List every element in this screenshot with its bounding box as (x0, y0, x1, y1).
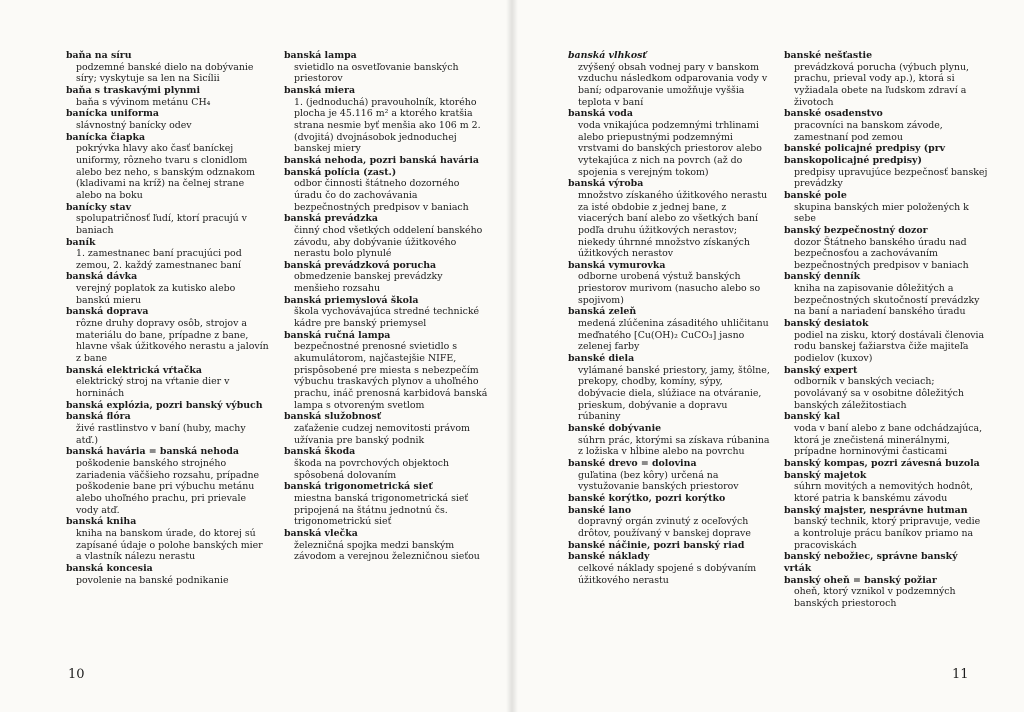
dictionary-entry (568, 540, 772, 552)
entry-term: banský bezpečnostný dozor (784, 224, 928, 236)
entry-term: banská nehoda, pozri banská havária (284, 154, 480, 166)
entry-term: baňa s traskavými plynmi (66, 84, 201, 96)
dictionary-entry (784, 318, 988, 365)
entry-term: banské náklady (568, 551, 650, 563)
dictionary-entry (284, 50, 488, 85)
entry-term: banská explózia, pozri banský výbuch (66, 399, 263, 411)
entry-definition: podiel na zisku, ktorý dostávali členovia rodu banskej ťažiarstva čiže majiteľa podielov (kuxov) (794, 329, 985, 365)
entry-term: banská prevádzková porucha (284, 259, 437, 271)
entry-term: banský denník (784, 271, 861, 283)
entry-definition: súhrn prác, ktorými sa získava rúbanina z ložiska v hĺbine alebo na povrchu (578, 434, 770, 458)
entry-definition: odborne urobená výstuž banských priestorov murivom (nasucho alebo so spojivom) (578, 271, 761, 306)
dictionary-entry (568, 458, 772, 493)
entry-term: banská vlečka (284, 527, 358, 539)
entry-term: banský kompas, pozri závesná buzola (784, 457, 980, 469)
entry-definition: prevádzková porucha (výbuch plynu, prachu, prieval vody ap.), ktorá si vyžiadala obete na ľudskom zdraví a životoch (794, 61, 969, 108)
entry-term: banská ručná lampa (284, 329, 391, 341)
dictionary-entry (66, 202, 270, 237)
dictionary-entry (784, 271, 988, 318)
entry-definition: železničná spojka medzi banským závodom a verejnou železničnou sieťou (294, 539, 480, 563)
entry-definition: miestna banská trigonometrická sieť pripojená na štátnu jednotnú čs. trigonometrickú sieť (294, 492, 469, 528)
entry-definition: banský technik, ktorý pripravuje, vedie a kontroluje prácu baníkov priamo na pracoviskách (794, 516, 981, 551)
entry-term: banské nešťastie (784, 50, 873, 61)
dictionary-entry (66, 411, 270, 446)
entry-term: banícka čiapka (66, 131, 146, 143)
left-column-1 (66, 50, 270, 586)
dictionary-entry (784, 470, 988, 505)
entry-definition: dopravný orgán zvinutý z oceľových drôtov, používaný v banskej doprave (578, 516, 751, 539)
dictionary-entry (784, 551, 988, 574)
entry-term: banská služobnosť (284, 411, 382, 423)
dictionary-entry (66, 132, 270, 202)
entry-term: banská doprava (66, 306, 149, 318)
dictionary-entry (784, 225, 988, 272)
entry-term: banská vymurovka (568, 259, 666, 271)
dictionary-entry (66, 563, 270, 586)
entry-definition: vylámané banské priestory, jamy, štôlne, prekopy, chodby, komíny, sýpy, dobývacie diela, slúžiace na otváranie, prieskum, dobývanie a dopravu rúbaniny (578, 364, 770, 423)
dictionary-entry (568, 50, 772, 108)
entry-term: banská dávka (66, 271, 138, 283)
dictionary-entry (568, 260, 772, 307)
entry-term: banský majetok (784, 469, 867, 481)
entry-term: baník (66, 236, 96, 248)
entry-term: banské pole (784, 189, 847, 201)
entry-definition: 1. (jednoduchá) pravouholník, ktorého plocha je 45.116 m² a ktorého kratšia strana nesmie byť menšia ako 106 m 2. (dvojitá) dvojnásobok jednoduchej banskej miery (294, 96, 481, 155)
entry-term: banská miera (284, 84, 356, 96)
entry-definition: rôzne druhy dopravy osôb, strojov a materiálu do bane, prípadne z bane, hlavne však úžitkového nerastu a jalovín z bane (76, 318, 269, 365)
dictionary-entry (284, 213, 488, 260)
dictionary-entry (568, 353, 772, 423)
dictionary-entry (568, 306, 772, 353)
dictionary-entry (568, 423, 772, 458)
entry-definition: obmedzenie banskej prevádzky menšieho rozsahu (294, 271, 443, 295)
entry-term: banský expert (784, 364, 858, 376)
entry-term: banícka uniforma (66, 108, 159, 120)
entry-term: banská havária = banská nehoda (66, 446, 239, 458)
dictionary-entry (284, 85, 488, 155)
entry-definition: celkové náklady spojené s dobývaním úžitkového nerastu (578, 562, 757, 586)
entry-term: banské policajné predpisy (prv banskopolicajné predpisy) (784, 143, 946, 166)
dictionary-entry (784, 505, 988, 552)
entry-term: banská kniha (66, 516, 137, 528)
entry-term: banská vlhkosť (568, 50, 647, 61)
entry-term: banská koncesia (66, 562, 153, 574)
entry-definition: kniha na banskom úrade, do ktorej sú zapísané údaje o polohe banských mier a vlastník nálezu nerastu (76, 527, 263, 563)
dictionary-entry (284, 295, 488, 330)
dictionary-entry (66, 85, 270, 108)
entry-term: banské dobývanie (568, 423, 662, 434)
entry-term: banská voda (568, 108, 633, 120)
entry-term: banské drevo = dolovina (568, 457, 697, 469)
entry-term: banský majster, nesprávne hutman (784, 504, 968, 516)
entry-definition: bezpečnostné prenosné svietidlo s akumulátorom, najčastejšie NIFE, prispôsobené pre miesta s nebezpečím výbuchu traskavých plynov a uhoľného prachu, ináč prenosná karbidová banská lampa s otvoreným svetlom (294, 341, 488, 411)
dictionary-entry (284, 528, 488, 563)
page-number-left: 10 (68, 667, 85, 682)
entry-term: banícky stav (66, 201, 132, 213)
entry-term: banská priemyslová škola (284, 294, 419, 306)
left-column-2 (284, 50, 488, 563)
right-page (512, 0, 1024, 712)
entry-term: banská škoda (284, 446, 356, 458)
entry-definition: živé rastlinstvo v baní (huby, machy atď.) (76, 423, 246, 446)
entry-term: baňa na síru (66, 50, 132, 61)
dictionary-entry (568, 108, 772, 178)
entry-definition: oheň, ktorý vznikol v podzemných banských priestoroch (794, 586, 956, 609)
entry-definition: verejný poplatok za kutisko alebo banskú mieru (76, 283, 236, 306)
dictionary-entry (284, 481, 488, 528)
dictionary-entry (784, 411, 988, 458)
entry-definition: voda v baní alebo z bane odchádzajúca, ktorá je znečistená minerálnymi, prípadne horninovými časticami (794, 423, 983, 458)
dictionary-entry (784, 190, 988, 225)
entry-definition: svietidlo na osvetľovanie banských priestorov (294, 61, 459, 85)
dictionary-entry (284, 260, 488, 295)
entry-definition: predpisy upravujúce bezpečnosť banskej prevádzky (794, 166, 988, 190)
right-column-1 (568, 50, 772, 586)
entry-definition: slávnostný banícky odev (76, 119, 192, 131)
entry-definition: zaťaženie cudzej nemovitosti právom užívania pre banský podnik (294, 423, 470, 446)
entry-term: banské diela (568, 353, 635, 365)
entry-definition: pokrývka hlavy ako časť baníckej uniformy, rôzneho tvaru s clonidlom alebo bez neho, s banským odznakom (kladivami na kríž) na čelnej strane alebo na boku (76, 143, 255, 201)
dictionary-entry (66, 108, 270, 131)
dictionary-entry (284, 330, 488, 412)
dictionary-entry (784, 365, 988, 412)
dictionary-entry (568, 178, 772, 260)
entry-term: banská zeleň (568, 306, 637, 318)
entry-term: banská polícia (zast.) (284, 166, 397, 178)
entry-definition: poškodenie banského strojného zariadenia väčšieho rozsahu, prípadne poškodenie bane pri výbuchu metánu alebo uhoľného prachu, pri prievale vody atď. (76, 457, 260, 516)
entry-definition: odbor činnosti štátneho dozorného úradu čo do zachovávania bezpečnostných predpisov v baniach (294, 178, 469, 213)
entry-term: banská trigonometrická sieť (284, 481, 433, 493)
entry-definition: spolupatričnosť ľudí, ktorí pracujú v baniach (76, 213, 247, 236)
page-number-right: 11 (952, 667, 969, 682)
dictionary-entry (66, 237, 270, 272)
entry-term: banský desiatok (784, 318, 869, 330)
dictionary-entry (784, 575, 988, 610)
entry-definition: povolenie na banské podnikanie (76, 574, 229, 586)
dictionary-entry (568, 551, 772, 586)
entry-definition: súhrn movitých a nemovitých hodnôt, ktoré patria k banskému závodu (794, 481, 973, 504)
entry-term: banská lampa (284, 50, 357, 61)
entry-definition: kniha na zapisovanie dôležitých a bezpečnostných skutočností prevádzky na baní a nariadení banského úradu (794, 283, 980, 318)
entry-definition: baňa s vývinom metánu CH₄ (76, 96, 211, 108)
dictionary-entry (66, 50, 270, 85)
entry-definition: zvýšený obsah vodnej pary v banskom vzduchu následkom odparovania vody v baní; odparovanie umožňuje vyššia teplota v baní (578, 61, 768, 108)
dictionary-entry (284, 446, 488, 481)
entry-term: banské korýtko, pozri korýtko (568, 492, 726, 504)
dictionary-entry (284, 155, 488, 167)
dictionary-entry (784, 50, 988, 108)
dictionary-entry (568, 493, 772, 505)
entry-definition: odborník v banských veciach; povolávaný sa v osobitne dôležitých banských záležitostiach (794, 376, 964, 411)
dictionary-entry (784, 143, 988, 190)
entry-definition: voda vnikajúca podzemnými trhlinami alebo priepustnými podzemnými vrstvami do banských priestorov alebo vytekajúca z nich na povrch (až do spojenia s verejným tokom) (578, 119, 762, 178)
entry-term: banské náčinie, pozri banský riad (568, 539, 745, 551)
dictionary-entry (284, 167, 488, 214)
entry-term: banská výroba (568, 178, 644, 190)
dictionary-entry (66, 271, 270, 306)
right-column-2 (784, 50, 988, 610)
dictionary-entry (66, 365, 270, 400)
dictionary-entry (784, 108, 988, 143)
entry-definition: pracovníci na banskom závode, zamestnaní pod zemou (794, 119, 943, 143)
entry-definition: skupina banských mier položených k sebe (794, 201, 969, 225)
entry-term: banské osadenstvo (784, 108, 883, 120)
entry-term: banský nebožiec, správne banský vrták (784, 551, 958, 574)
dictionary-entry (784, 458, 988, 470)
dictionary-entry (66, 306, 270, 364)
entry-definition: škoda na povrchových objektoch spôsobená dolovaním (294, 457, 450, 481)
entry-definition: 1. zamestnanec baní pracujúci pod zemou, 2. každý zamestnanec baní (76, 248, 242, 271)
entry-definition: elektrický stroj na vŕtanie dier v horninách (76, 376, 230, 400)
entry-term: banská flóra (66, 411, 131, 423)
dictionary-entry (66, 400, 270, 412)
dictionary-entry (66, 516, 270, 563)
entry-term: banské lano (568, 504, 632, 516)
dictionary-entry (284, 411, 488, 446)
entry-term: banská prevádzka (284, 213, 378, 225)
entry-term: banský kal (784, 411, 841, 423)
dictionary-entry (568, 505, 772, 540)
entry-definition: škola vychovávajúca stredné technické kádre pre banský priemysel (294, 306, 480, 330)
entry-definition: množstvo získaného úžitkového nerastu za isté obdobie z jednej bane, z viacerých baní alebo zo všetkých baní podľa druhu úžitkových nerastov; niekedy úhrnné množstvo získaných úžitkových nerastov (578, 189, 768, 260)
entry-term: banská elektrická vŕtačka (66, 364, 202, 376)
dictionary-entry (66, 446, 270, 516)
entry-definition: medená zlúčenina zásaditého uhličitanu meďnatého [Cu(OH)₂ CuCO₃] jasno zelenej farby (578, 318, 769, 353)
entry-definition: guľatina (bez kôry) určená na vystužovanie banských priestorov (578, 469, 739, 493)
entry-term: banský oheň = banský požiar (784, 574, 937, 586)
entry-definition: činný chod všetkých oddelení banského závodu, aby dobývanie úžitkového nerastu bolo plynulé (294, 224, 483, 260)
entry-definition: dozor Štátneho banského úradu nad bezpečnosťou a zachovávaním bezpečnostných predpisov v baniach (794, 236, 969, 271)
entry-definition: podzemné banské dielo na dobývanie síry; vyskytuje sa len na Sicílii (76, 61, 254, 85)
